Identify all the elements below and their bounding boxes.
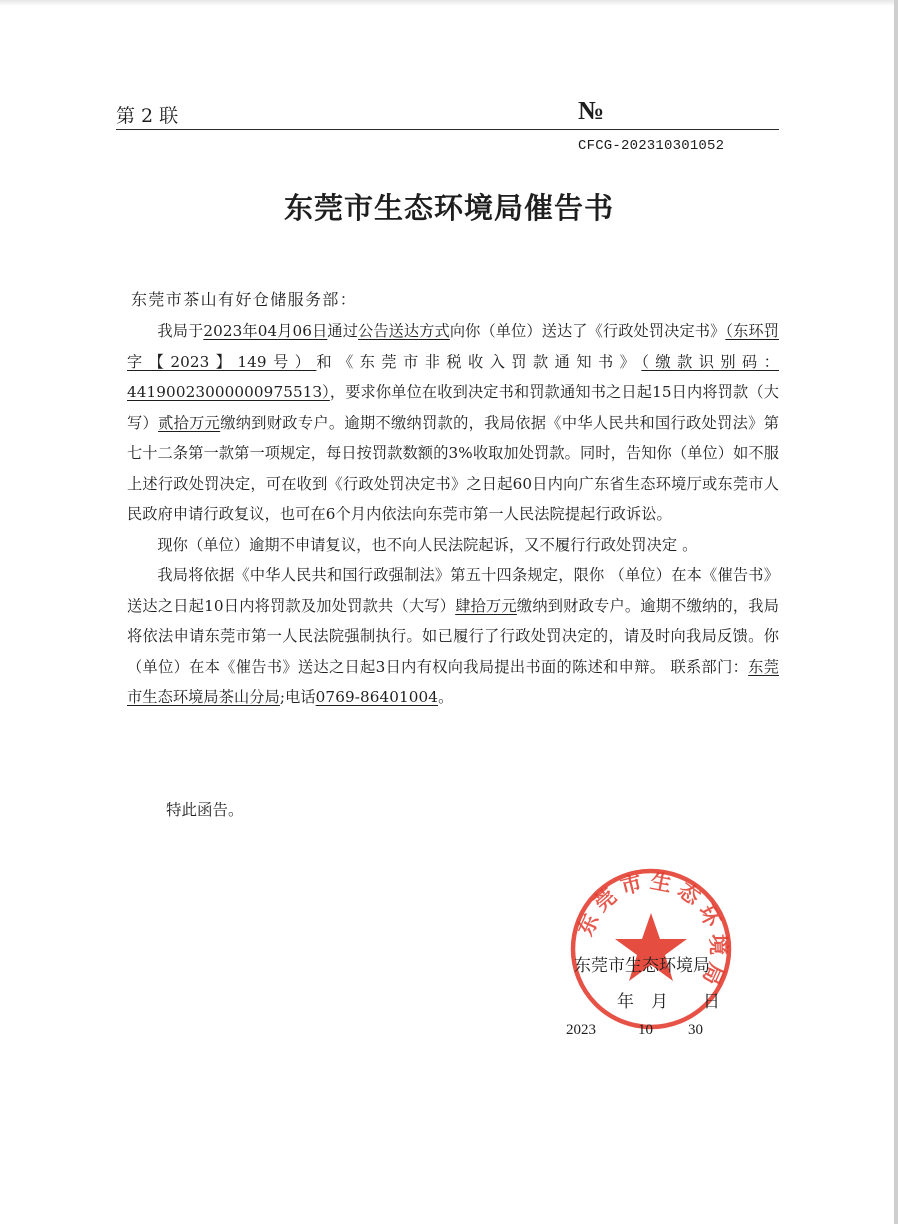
service-method: 公告送达方式 bbox=[358, 322, 450, 340]
number-sign: № bbox=[578, 96, 605, 125]
header-rule bbox=[116, 129, 779, 130]
document-title: 东莞市生态环境局催告书 bbox=[283, 191, 614, 225]
service-date: 2023年04月06日 bbox=[203, 322, 328, 340]
addressee: 东莞市茶山有好仓储服务部： bbox=[131, 290, 358, 309]
signing-organization: 东莞市生态环境局 bbox=[574, 956, 710, 976]
day-label: 日 bbox=[703, 992, 720, 1012]
fine-amount: 贰拾万元 bbox=[158, 413, 221, 432]
month-label: 月 bbox=[651, 992, 668, 1012]
body-text bbox=[127, 316, 779, 713]
scan-edge-right bbox=[894, 0, 898, 1224]
total-amount: 肆拾万元 bbox=[455, 596, 517, 615]
paragraph-3: 我局将依据《中华人民共和国行政强制法》第五十四条规定，限你 （单位）在本《催告书》送达之日起10日内将罚款及加处罚款共（大写）肆拾万元缴纳到财政专户。逾期不缴纳的，我局将依法申请东莞市第一人民法院强制执行。如已履行了行政处罚决定的，请及时向我局反馈。你（单位）在本《催告书》送达之日起3日内有权向我局提出书面的陈述和申辩。 联系部门：东莞市生态环境局茶山分局;电话0769-86401004。 bbox=[127, 566, 780, 706]
closing-text: 特此函告。 bbox=[166, 801, 244, 819]
scan-edge-top bbox=[0, 0, 898, 6]
payment-id: （缴款识别码：4419002300000097551З） bbox=[127, 352, 780, 401]
paragraph-2: 现你（单位）逾期不申请复议，也不向人民法院起诉，又不履行行政处罚决定 。 bbox=[157, 535, 698, 554]
year-label: 年 bbox=[617, 992, 634, 1012]
date-year: 2023 bbox=[566, 1022, 596, 1038]
seal-arc-text: 东莞市生态环境局 bbox=[572, 867, 732, 995]
document-number: CFCG-202310301052 bbox=[578, 138, 725, 154]
paragraph-1: 我局于2023年04月06日通过公告送达方式向你（单位）送达了《行政处罚决定书》（东环罚字【2023】149号）和《东莞市非税收入罚款通知书》（缴款识别码：4419002300000097551З），要求你单位在收到决定书和罚款通知书之日起15日内将罚款（大写）贰拾万元缴纳到财政专户。逾期不缴纳罚款的，我局依据《中华人民共和国行政处罚法》第七十二条第一款第一项规定，每日按罚款数额的3%收取加处罚款。同时，告知你（单位）如不服上述行政处罚决定，可在收到《行政处罚决定书》之日起60日内向广东省生态环境厅或东莞市人民政府申请行政复议，也可在6个月内依法向东莞市第一人民法院提起行政诉讼。 bbox=[127, 322, 780, 523]
copy-number-label: 第 2 联 bbox=[116, 105, 179, 127]
decision-doc-number: （东环罚字【2023】149号） bbox=[127, 322, 779, 371]
date-day: 30 bbox=[688, 1022, 703, 1038]
contact-phone: 0769-86401004 bbox=[315, 688, 439, 706]
contact-department: 东莞市生态环境局茶山分局 bbox=[127, 657, 779, 706]
date-month: 10 bbox=[638, 1022, 653, 1038]
